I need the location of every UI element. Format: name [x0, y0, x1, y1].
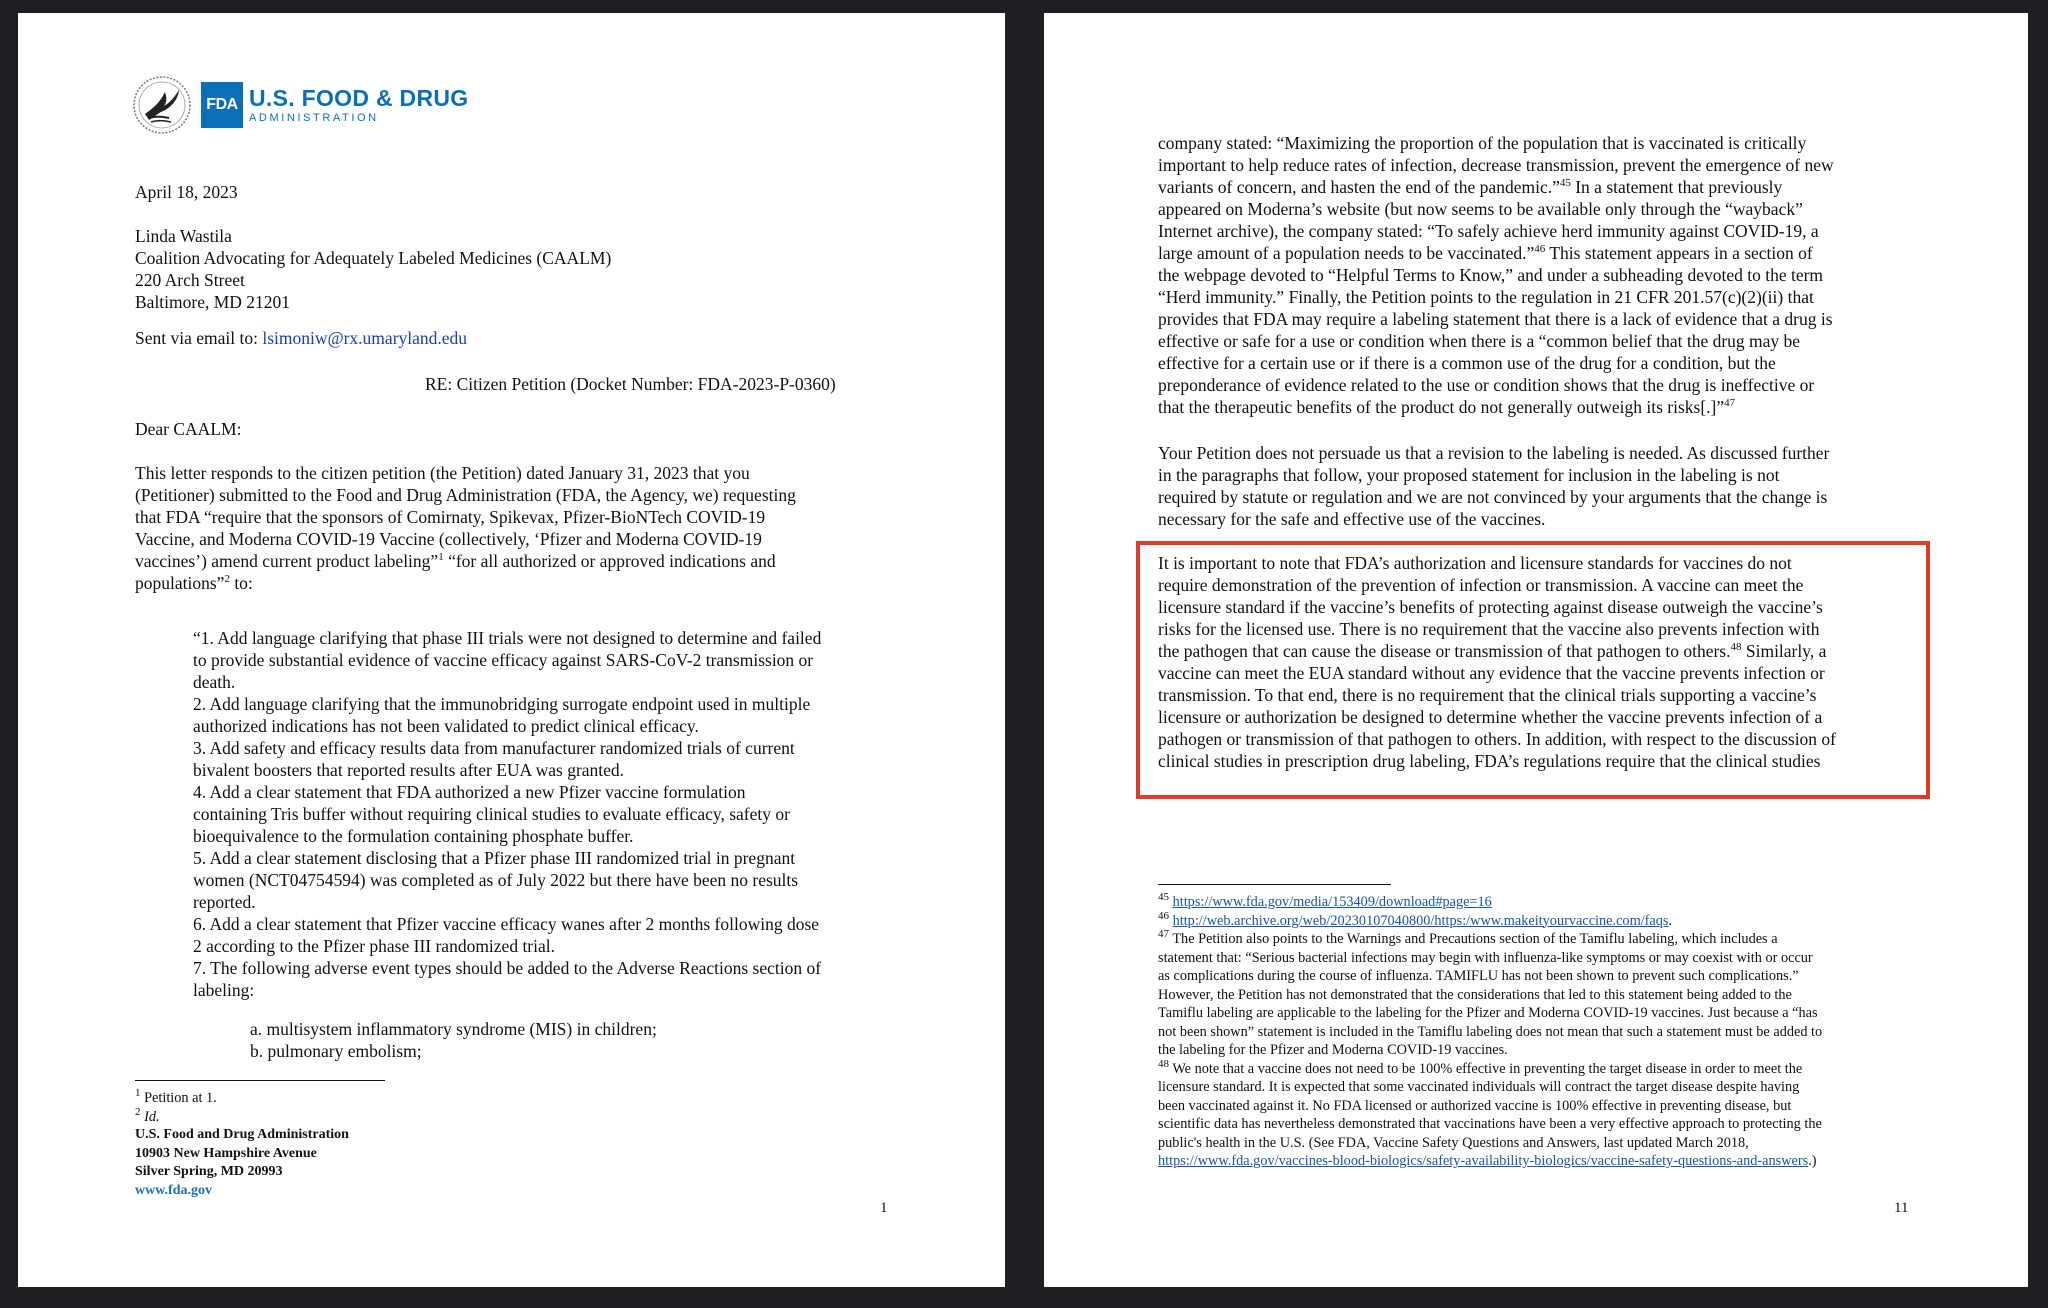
- footnote-divider: [1158, 884, 1391, 885]
- email-link[interactable]: lsimoniw@rx.umaryland.edu: [262, 328, 468, 348]
- quote-line: 3. Add safety and efficacy results data from manufacturer randomized trials of current: [193, 738, 795, 758]
- paragraph-line: “Herd immunity.” Finally, the Petition points to the regulation in 21 CFR 201.57(c)(2)(ii) that: [1158, 287, 1814, 307]
- paragraph-line: It is important to note that FDA’s authorization and licensure standards for vaccines do not: [1158, 553, 1792, 573]
- paragraph-line: that the therapeutic benefits of the product do not generally outweigh its risks[.]”$^{47}$: [1158, 397, 1736, 417]
- footnote: $^1$ Petition at 1.: [135, 1087, 217, 1106]
- paragraph-line: provides that FDA may require a labeling statement that there is a lack of evidence that a drug is: [1158, 309, 1833, 329]
- footnote-line: the labeling for the Pfizer and Moderna COVID-19 vaccines.: [1158, 1042, 1508, 1058]
- footnote-link[interactable]: http://web.archive.org/web/20230107040800/https:/www.makeityourvaccine.com/faqs: [1172, 912, 1669, 929]
- quote-line: authorized indications has not been validated to predict clinical efficacy.: [193, 716, 699, 736]
- paragraph-line: effective for a certain use or if there is a common use of the drug for a condition, but the: [1158, 353, 1776, 373]
- paragraph-line: clinical studies in prescription drug labeling, FDA’s regulations require that the clinical studies: [1158, 751, 1821, 771]
- paragraph-line: This letter responds to the citizen petition (the Petition) dated January 31, 2023 that you: [135, 463, 750, 483]
- page-number: 1: [880, 1200, 888, 1216]
- paragraph-line: vaccine can meet the EUA standard without any evidence that the vaccine prevents infection or: [1158, 663, 1825, 683]
- paragraph-line: transmission. To that end, there is no requirement that the clinical trials supporting a vaccine’s: [1158, 685, 1817, 705]
- footnote-ref[interactable]: 1: [438, 551, 444, 564]
- paragraph-line: variants of concern, and hasten the end of the pandemic.”$^{45}$ In a statement that previously: [1158, 177, 1783, 197]
- quote-line: women (NCT04754594) was completed as of July 2022 but there have been no results: [193, 870, 799, 890]
- fda-website-link[interactable]: www.fda.gov: [135, 1182, 213, 1198]
- footnotes-page11: [1158, 893, 1822, 1171]
- paragraph-line: vaccines’) amend current product labeling”$^1$ “for all authorized or approved indications and: [135, 551, 776, 571]
- paragraph-line: preponderance of evidence related to the use or condition shows that the drug is ineffective or: [1158, 375, 1815, 395]
- footnote-line: not been shown” statement is included in the Tamiflu labeling does not mean that such a statement must be added to: [1158, 1023, 1823, 1040]
- footnote-ref[interactable]: 47: [1724, 397, 1736, 410]
- quote-line: 2. Add language clarifying that the immunobridging surrogate endpoint used in multiple: [193, 694, 811, 714]
- quote-line: containing Tris buffer without requiring clinical studies to evaluate efficacy, safety or: [193, 804, 790, 824]
- paragraph-line: populations”$^2$ to:: [135, 573, 253, 593]
- quote-line: to provide substantial evidence of vaccine efficacy against SARS-CoV-2 transmission or: [193, 650, 814, 670]
- paragraph-line: the webpage devoted to “Helpful Terms to Know,” and under a subheading devoted to the term: [1158, 265, 1824, 285]
- recipient-block: [135, 225, 611, 313]
- quote-line: bivalent boosters that reported results after EUA was granted.: [193, 760, 625, 780]
- footnote-line: public's health in the U.S. (See FDA, Vaccine Safety Questions and Answers, last updated March 2018,: [1158, 1134, 1749, 1151]
- footnote-line: been vaccinated against it. No FDA licensed or authorized vaccine is 100% effective in preventing disease, but: [1158, 1097, 1792, 1114]
- footnote-line: https://www.fda.gov/vaccines-blood-biologics/safety-availability-biologics/vaccine-safety-questions-and-answers.): [1158, 1153, 1817, 1169]
- paragraph-line: company stated: “Maximizing the proportion of the population that is vaccinated is critically: [1158, 133, 1807, 153]
- fda-wordmark-line2: ADMINISTRATION: [249, 111, 379, 124]
- paragraph-line: necessary for the safe and effective use of the vaccines.: [1158, 509, 1546, 529]
- paragraph-line: the pathogen that can cause the disease or transmission of that pathogen to others.$^{48}$ Similarly, a: [1158, 641, 1827, 661]
- page-number: 11: [1894, 1200, 1909, 1216]
- paragraph-line: Internet archive), the company stated: “To safely achieve herd immunity against COVID-19, a: [1158, 221, 1819, 241]
- footnote-ref[interactable]: 45: [1559, 177, 1571, 190]
- recipient-line: Linda Wastila: [135, 226, 232, 246]
- sent-via-line: [135, 327, 467, 349]
- sub-item: a. multisystem inflammatory syndrome (MIS) in children;: [250, 1019, 657, 1039]
- quote-line: “1. Add language clarifying that phase III trials were not designed to determine and failed: [193, 628, 822, 648]
- re-line: RE: Citizen Petition (Docket Number: FDA-2023-P-0360): [425, 374, 836, 394]
- footnote-link[interactable]: https://www.fda.gov/media/153409/download#page=16: [1172, 894, 1492, 910]
- paragraph-line: pathogen or transmission of that pathogen to others. In addition, with respect to the discussion of: [1158, 729, 1837, 749]
- paragraph-line: licensure standard if the vaccine’s benefits of protecting against disease outweigh the vaccine’s: [1158, 597, 1823, 617]
- paragraph-line: effective or safe for a use or condition when there is a “common belief that the drug may be: [1158, 331, 1801, 351]
- footnote-47: $^{47}$ The Petition also points to the Warnings and Precautions section of the Tamiflu labeling, which includes a: [1158, 928, 1778, 947]
- paragraph-line: Vaccine, and Moderna COVID-19 Vaccine (collectively, ‘Pfizer and Moderna COVID-19: [135, 529, 762, 549]
- paragraph-line: in the paragraphs that follow, your proposed statement for inclusion in the labeling is not: [1158, 465, 1780, 485]
- paragraph-line: appeared on Moderna’s website (but now seems to be available only through the “wayback”: [1158, 199, 1803, 219]
- quote-line: 2 according to the Pfizer phase III randomized trial.: [193, 936, 556, 956]
- footnote-divider: [135, 1080, 385, 1081]
- fda-wordmark: [249, 84, 469, 124]
- fda-badge: FDA: [201, 82, 243, 128]
- footnote-line: scientific data has nevertheless demonstrated that vaccinations have been a very effective approach to protecting the: [1158, 1116, 1822, 1132]
- footnote-46: $^{46}$ http://web.archive.org/web/20230107040800/https:/www.makeityourvaccine.com/faqs.: [1158, 909, 1673, 929]
- quote-line: 5. Add a clear statement disclosing that a Pfizer phase III randomized trial in pregnant: [193, 848, 796, 868]
- paragraph-line: Your Petition does not persuade us that a revision to the labeling is needed. As discussed further: [1158, 443, 1830, 463]
- intro-paragraph: [135, 462, 796, 594]
- address-line: 10903 New Hampshire Avenue: [135, 1145, 317, 1161]
- letter-date: April 18, 2023: [135, 182, 238, 202]
- sub-item-list: [250, 1018, 657, 1062]
- paragraph-petition-response: [1158, 442, 1829, 530]
- footnote-ref[interactable]: 2: [224, 573, 230, 586]
- hhs-eagle-seal-icon: [131, 74, 193, 136]
- sent-via-label: Sent via email to:: [135, 328, 258, 348]
- recipient-line: 220 Arch Street: [135, 270, 245, 290]
- salutation: Dear CAALM:: [135, 419, 242, 439]
- quote-line: labeling:: [193, 980, 255, 1000]
- paragraph-company-statements: [1158, 132, 1834, 418]
- footnotes-page1: [135, 1089, 217, 1126]
- paragraph-line: risks for the licensed use. There is no requirement that the vaccine also prevents infection with: [1158, 619, 1820, 639]
- red-highlight-box: [1136, 541, 1930, 799]
- footnote-ref[interactable]: 46: [1534, 243, 1546, 256]
- footnote-line: as complications during the course of influenza. TAMIFLU has not been shown to prevent such complications.”: [1158, 968, 1799, 984]
- footnote-ref[interactable]: 48: [1730, 641, 1742, 654]
- letter-page-1: [18, 13, 1005, 1287]
- footnote-link[interactable]: https://www.fda.gov/vaccines-blood-biologics/safety-availability-biologics/vaccine-safety-questions-and-answers: [1158, 1153, 1809, 1169]
- fda-address: [135, 1126, 349, 1200]
- fda-letterhead: [131, 73, 468, 137]
- paragraph-line: required by statute or regulation and we are not convinced by your arguments that the change is: [1158, 487, 1828, 507]
- fda-wordmark-line1: U.S. FOOD & DRUG: [249, 84, 469, 111]
- letter-page-11: [1044, 13, 2028, 1287]
- paragraph-line: important to help reduce rates of infection, decrease transmission, prevent the emergence of new: [1158, 155, 1834, 175]
- footnote: $^2$ Id.: [135, 1105, 160, 1125]
- paragraph-line: (Petitioner) submitted to the Food and Drug Administration (FDA, the Agency, we) requesting: [135, 485, 796, 505]
- sub-item: b. pulmonary embolism;: [250, 1041, 422, 1061]
- quote-line: 4. Add a clear statement that FDA authorized a new Pfizer vaccine formulation: [193, 782, 746, 802]
- paragraph-line: require demonstration of the prevention of infection or transmission. A vaccine can meet the: [1158, 575, 1804, 595]
- quote-line: bioequivalence to the formulation containing phosphate buffer.: [193, 826, 634, 846]
- footnote-line: licensure standard. It is expected that some vaccinated individuals will contract the target disease despite having: [1158, 1079, 1800, 1095]
- footnote-line: Tamiflu labeling are applicable to the labeling for the Pfizer and Moderna COVID-19 vaccines. Just because a “has: [1158, 1005, 1818, 1021]
- footnote-line: However, the Petition has not demonstrated that the considerations that led to this statement being added to the: [1158, 986, 1792, 1003]
- paragraph-line: large amount of a population needs to be vaccinated.”$^{46}$ This statement appears in a section of: [1158, 243, 1813, 263]
- quote-line: 6. Add a clear statement that Pfizer vaccine efficacy wanes after 2 months following dose: [193, 914, 820, 934]
- footnote-line: statement that: “Serious bacterial infections may begin with influenza-like symptoms or may coexist with or occur: [1158, 949, 1813, 966]
- footnote-45: $^{45}$ https://www.fda.gov/media/153409/download#page=16: [1158, 891, 1492, 910]
- petition-quote: [193, 627, 821, 1001]
- address-line: Silver Spring, MD 20993: [135, 1164, 283, 1179]
- quote-line: death.: [193, 672, 236, 692]
- recipient-line: Baltimore, MD 21201: [135, 292, 291, 312]
- address-line: U.S. Food and Drug Administration: [135, 1127, 349, 1142]
- paragraph-line: licensure or authorization be designed to determine whether the vaccine prevents infection of a: [1158, 707, 1823, 727]
- quote-line: reported.: [193, 892, 256, 912]
- footnote-48: $^{48}$ We note that a vaccine does not need to be 100% effective in preventing the target disease in order to meet the: [1158, 1057, 1803, 1077]
- recipient-line: Coalition Advocating for Adequately Labeled Medicines (CAALM): [135, 248, 612, 268]
- paragraph-line: that FDA “require that the sponsors of Comirnaty, Spikevax, Pfizer-BioNTech COVID-19: [135, 507, 766, 527]
- quote-line: 7. The following adverse event types should be added to the Adverse Reactions section of: [193, 958, 822, 978]
